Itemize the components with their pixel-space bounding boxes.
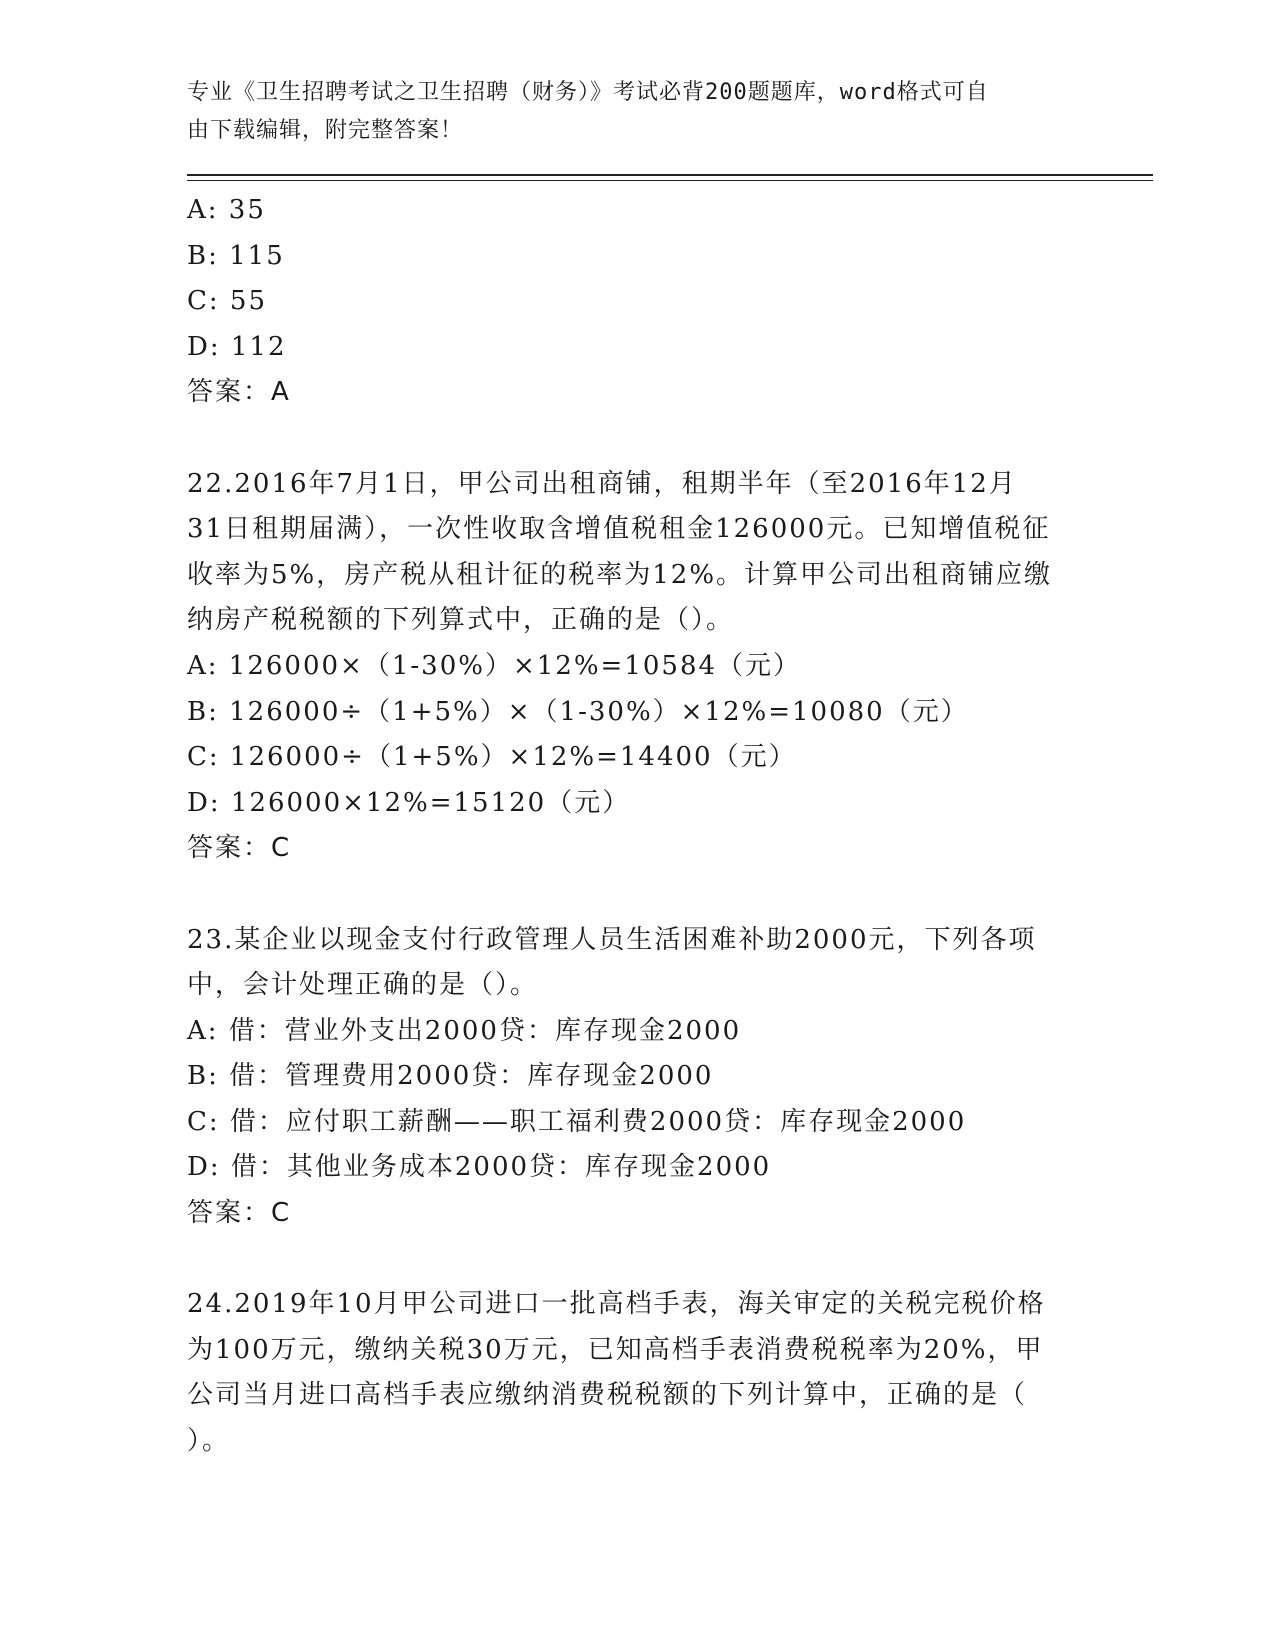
question-text: 公司当月进口高档手表应缴纳消费税税额的下列计算中，正确的是（ bbox=[187, 1380, 1028, 1411]
header-rule-thin bbox=[187, 180, 1153, 181]
spacer bbox=[187, 872, 1087, 918]
spacer bbox=[187, 1237, 1087, 1283]
question-23 bbox=[187, 918, 1087, 1237]
question-text: 22.2016年7月1日，甲公司出租商铺，租期半年（至2016年12月 bbox=[187, 468, 1017, 499]
question-text: 收率为5%，房产税从租计征的税率为12%。计算甲公司出租商铺应缴 bbox=[187, 559, 1053, 590]
answer: 答案：A bbox=[187, 377, 291, 408]
option-c: C: 55 bbox=[187, 286, 268, 317]
question-text: ）。 bbox=[187, 1426, 231, 1457]
question-text: 23.某企业以现金支付行政管理人员生活困难补助2000元，下列各项 bbox=[187, 924, 1037, 955]
answer: 答案：C bbox=[187, 1198, 292, 1229]
option-b: B: 115 bbox=[187, 240, 285, 271]
option-b: B: 借：管理费用2000贷：库存现金2000 bbox=[187, 1061, 714, 1092]
question-text: 中，会计处理正确的是（）。 bbox=[187, 970, 539, 1001]
option-c: C: 借：应付职工薪酬——职工福利费2000贷：库存现金2000 bbox=[187, 1106, 967, 1137]
option-c: C: 126000÷（1+5%）×12%=14400（元） bbox=[187, 742, 797, 773]
header-rule-thick bbox=[187, 174, 1153, 176]
question-text: 31日租期届满），一次性收取含增值税租金126000元。已知增值税征 bbox=[187, 514, 1051, 545]
header-line-2: 由下载编辑，附完整答案！ bbox=[187, 118, 464, 143]
option-d: D: 借：其他业务成本2000贷：库存现金2000 bbox=[187, 1152, 772, 1183]
option-a: A: 借：营业外支出2000贷：库存现金2000 bbox=[187, 1015, 742, 1046]
spacer bbox=[187, 416, 1087, 462]
answer: 答案：C bbox=[187, 833, 292, 864]
question-21 bbox=[187, 188, 1087, 416]
question-text: 24.2019年10月甲公司进口一批高档手表，海关审定的关税完税价格 bbox=[187, 1289, 1046, 1320]
question-text: 纳房产税税额的下列算式中，正确的是（）。 bbox=[187, 605, 735, 636]
header-line-1: 专业《卫生招聘考试之卫生招聘（财务）》考试必背200题题库，word格式可自 bbox=[187, 80, 989, 105]
question-text: 为100万元，缴纳关税30万元，已知高档手表消费税税率为20%，甲 bbox=[187, 1334, 1044, 1365]
option-d: D: 126000×12%=15120（元） bbox=[187, 787, 631, 818]
question-24 bbox=[187, 1282, 1087, 1464]
option-a: A: 126000×（1-30%）×12%=10584（元） bbox=[187, 650, 802, 681]
option-d: D: 112 bbox=[187, 331, 287, 362]
document-header bbox=[187, 74, 1067, 150]
option-a: A: 35 bbox=[187, 195, 266, 225]
document-body bbox=[187, 188, 1087, 1465]
option-b: B: 126000÷（1+5%）×（1-30%）×12%=10080（元） bbox=[187, 696, 969, 727]
question-22 bbox=[187, 462, 1087, 872]
